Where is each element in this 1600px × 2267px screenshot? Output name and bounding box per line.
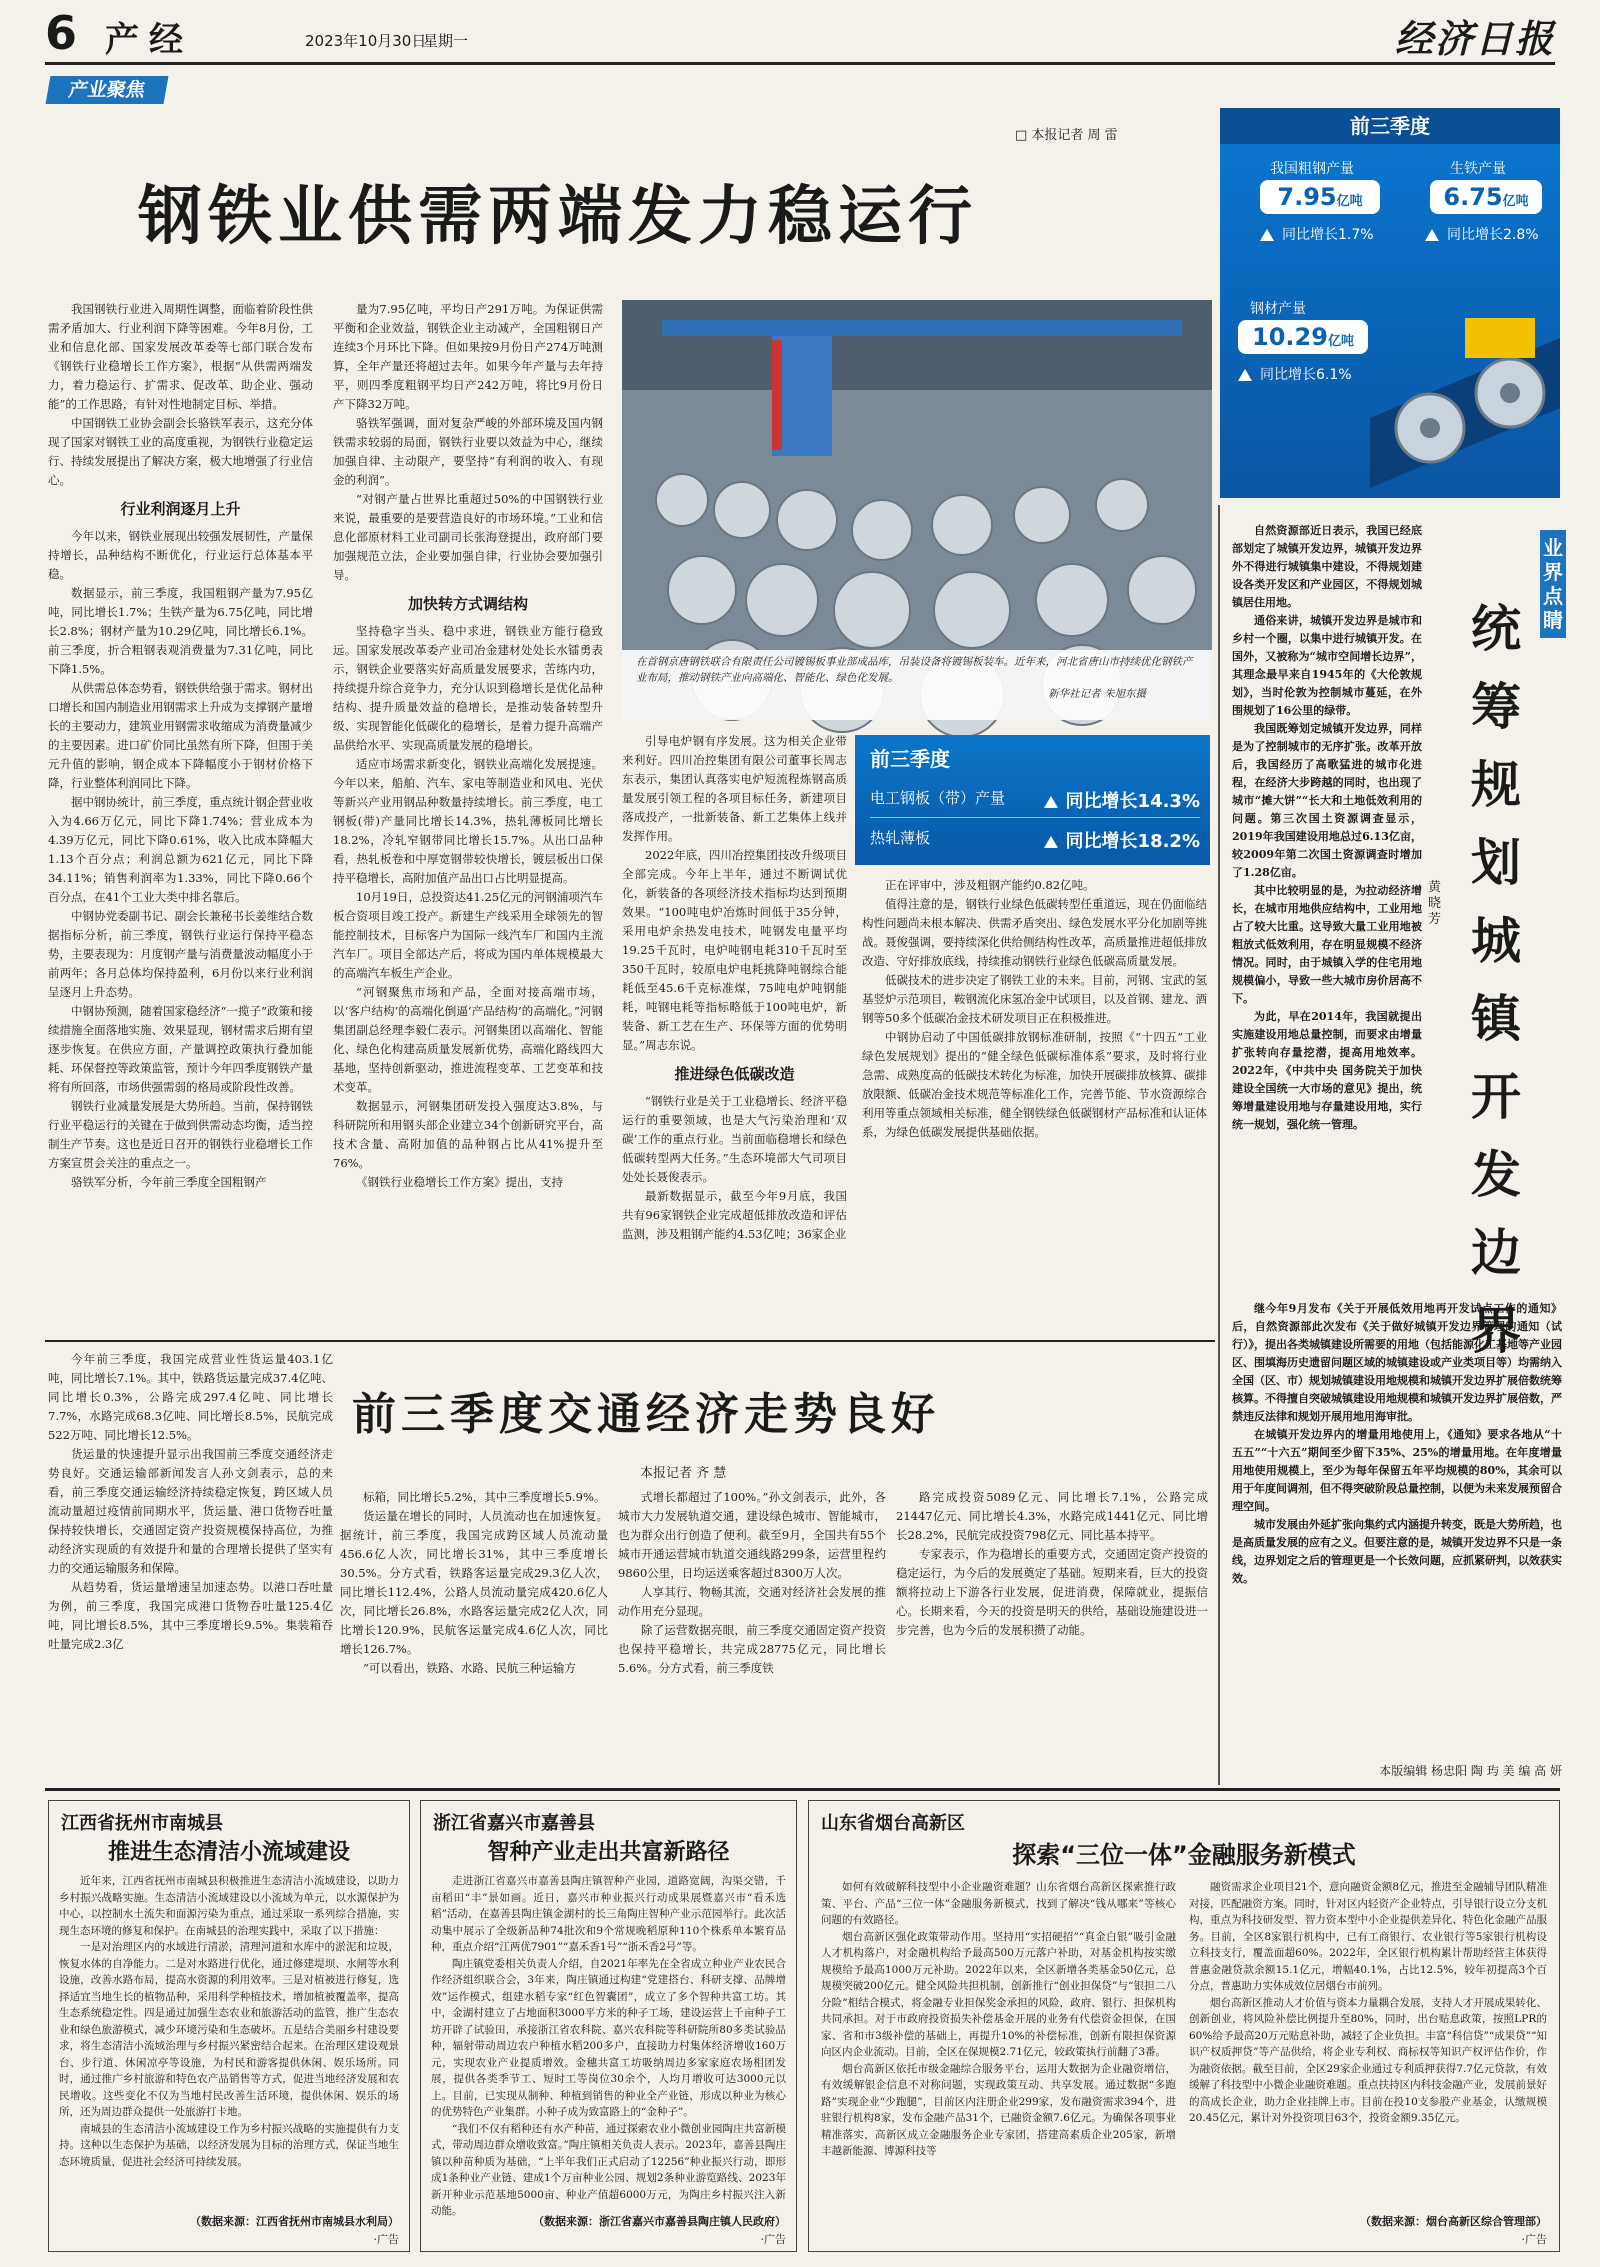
unit: 亿吨 (1327, 334, 1354, 349)
stats-title: 前三季度 (1220, 108, 1560, 144)
paragraph: 式增长都超过了100%。”孙文剑表示，此外，各城市大力发展轨道交通，建设绿色城市、智能城市，也为群众出行创造了便利。截至9月，全国共有55个城市开通运营城市轨道交通线路299条，运营里程约9860公里，日均运送乘客超过8300万人次。 (618, 1490, 886, 1580)
paragraph: 烟台高新区依托市级金融综合服务平台，运用大数据为企业融资增信，有效缓解银企信息不对称问题，实现政策互动、共享发展。通过数据“多跑路”实现企业“少跑腿”，目前区内注册企业299家，发布融资需求394个，进驻银行机构8家，发布金融产品31个，已融资金额7.6亿元。为确保各项事业精准落实，高新区成立金融服务企业专家团，搭建高素质企业205家，新增丰越新能源、博源科技等 (821, 2062, 1176, 2157)
paragraph: 坚持稳字当头、稳中求进，钢铁业方能行稳致远。国家发展改革委产业司冶金建材处处长水镭勇表示，钢铁企业要落实好高质量发展要求，苦练内功，持续提升综合竞争力，充分认识到稳增长是优化品种结构、提升质量效益的稳增长，是推动装备转型升级、实现智能化低碳化的稳增长，是着力提升高端产品供给水平、实现高质量发展的稳增长。 (333, 624, 603, 752)
paragraph: 适应市场需求新变化，钢铁业高端化发展提速。今年以来，船舶、汽车、家电等制造业和风电、光伏等新兴产业用钢品种数量持续增长。前三季度，电工钢板(带)产量同比增长14.3%，热轧薄板同比增长18.2%，冷轧窄钢带同比增长15.7%。从出口品种看，热轧板卷和中厚宽钢带较快增长，镀层板出口保持平稳增长，高附加值产品出口占比明显提高。 (333, 757, 603, 885)
paragraph: 最新数据显示，截至今年9月底，我国共有96家钢铁企业完成超低排放改造和评估监测，涉及粗钢产能约4.53亿吨；36家企业 (622, 1189, 847, 1241)
transport-byline: 本报记者 齐 慧 (640, 1466, 727, 1481)
up-triangle-icon (1238, 369, 1252, 381)
paragraph: 自然资源部近日表示，我国已经底部划定了城镇开发边界，城镇开发边界外不得进行城镇集中建设，不得规划建设各类开发区和产业园区，不得规划城镇居住用地。 (1232, 524, 1422, 609)
value: 7.95 (1277, 183, 1337, 211)
unit: 亿吨 (1502, 194, 1529, 209)
comment-headline: 统筹规划城镇开发边界 (1471, 600, 1521, 1360)
change-text: 同比增长6.1% (1260, 367, 1352, 383)
transport-column-2 (340, 1488, 608, 1775)
ad-headline: 探索“三位一体”金融服务新模式 (1012, 1841, 1356, 1869)
paragraph: 货运量的快速提升显示出我国前三季度交通经济走势良好。交通运输部新闻发言人孙文剑表示，总的来看，前三季度交通运输经济持续稳定恢复，跨区域人员流动量超过疫情前同期水平，货运量、港口货物吞吐量保持较快增长，交通固定资产投资规模保持高位，为推动经济实现质的有效提升和量的合理增长提供了坚实有力的交通运输服务和保障。 (48, 1447, 333, 1575)
feature-byline: □ 本报记者 周 雷 (1015, 128, 1118, 143)
stat-change (1260, 224, 1374, 244)
paragraph: 陶庄镇党委相关负责人介绍，自2021年率先在全省成立种业产业农民合作经济组织联合会，3年来，陶庄镇通过构建“党建搭台、科研支撑、品牌增效”运作模式，组建水稻专家“红色智囊团”，成立了多个智种共富工坊。其中，金湖村建立了占地面积3000平方米的种子工场，建设运营上千亩种子工坊开辟了试验田，承接浙江省农科院、嘉兴农科院等科研院所80多类试验品种，辐射带动周边农户种植水稻200多户，直接助力村集体经济增收160万元，实现农业产业提质增效。金穗共富工坊吸纳周边多家家庭农场相团发展，提供各类季节工、短时工等岗位30余个，人均月增收可达3000元以上。目前，已实现从制种、种植到销售的种业全产业链，形成以种业为核心的优势特色产业集群。小种子成为致富路上的“金种子”。 (431, 1957, 786, 2118)
feature-column-2 (333, 300, 603, 1332)
ad-body-col-2 (1189, 1879, 1547, 2204)
paragraph: “对钢产量占世界比重超过50%的中国钢铁行业来说，最重要的是要营造良好的市场环境。”工业和信息化部原材料工业司副司长张海登提出，政府部门要加强规范立法，企业要加强自律，行业协会要加强引导。 (333, 492, 603, 582)
paragraph: “可以看出，铁路、水路、民航三种运输方 (363, 1661, 576, 1675)
photo-caption (636, 654, 1196, 702)
ads-rule (45, 1788, 1560, 1791)
paragraph: 钢铁行业减量发展是大势所趋。当前，保持钢铁行业平稳运行的关键在于做到供需动态均衡，适当控制生产节奏。这也是近日召开的钢铁行业稳增长工作方案宣贯会关注的重点之一。 (48, 1099, 313, 1170)
paragraph: 烟台高新区推动人才价值与资本力量耦合发展，支持人才开展成果转化、创新创业，将风险补偿比例提升至80%，同时，出台贴息政策，按照LPR的60%给予最高20万元贴息补助，减轻了企业负担。丰富“科信贷”“成果贷”“知识产权质押贷”等产品供给，将企业专利权、商标权等知识产权评估作价，作为融资依据。截至目前，全区29家企业通过专利质押获得7.7亿元贷款，有效缓解了科技型中小微企业融资难题。重点扶持区内科技金融产业，发展前景好的高成长企业，助力企业挂牌上市。目前在投10支参股产业基金，认缴规模20.45亿元，累计对外投资项目63个，投资金额9.35亿元。 (1189, 1996, 1547, 2124)
comment-author: 黄晓芳 (1428, 880, 1442, 927)
paragraph: 数据显示，前三季度，我国粗钢产量为7.95亿吨，同比增长1.7%；生铁产量为6.75亿吨，同比增长2.8%；钢材产量为10.29亿吨，同比增长6.1%。前三季度，折合粗钢表观消费量为7.31亿吨，同比下降1.5%。 (48, 586, 313, 676)
paragraph: 继今年9月发布《关于开展低效用地再开发试点工作的通知》后，自然资源部此次发布《关于做好城镇开发边界管理的通知（试行）》，提出各类城镇建设所需要的用地（包括能源化工基地等产业园区、围填海历史遗留问题区域的城镇建设或产业类项目等）均需纳入全国（区、市）规划城镇建设用地规模和城镇开发边界扩展倍数统筹核算。不得擅自突破城镇建设用地规模和城镇开发边界扩展倍数，严禁违反法律和规划开展用地用海审批。 (1232, 1302, 1562, 1423)
paragraph: 货运量在增长的同时，人员流动也在加速恢复。据统计，前三季度，我国完成跨区域人员流动量456.6亿人次，同比增长31%，其中三季度增长30.5%。分方式看，铁路客运量完成29.3亿人次，同比增长112.4%，公路人员流动量完成420.6亿人次，同比增长26.8%，水路客运量完成2亿人次，同比增长120.9%，民航客运量完成4.6亿人次，同比增长126.7%。 (340, 1509, 608, 1656)
paragraph: 我国既筹划定城镇开发边界，同样是为了控制城市的无序扩张。改革开放后，我国经历了高歌猛进的城市化进程，在经济大步跨越的同时，也出现了城市“摊大饼”“长大和土地低效利用的问题。第三次国土资源调查显示，2019年我国建设用地总过6.13亿亩，较2009年第二次国土资源调查时增加了1.28亿亩。 (1232, 722, 1422, 879)
ad-headline: 推进生态清洁小流域建设 (107, 1840, 350, 1865)
ad-source: （数据来源：浙江省嘉兴市嘉善县陶庄镇人民政府） (533, 2215, 786, 2228)
row-change (1044, 827, 1200, 853)
date: 2023年10月30日 (305, 32, 427, 50)
masthead (45, 8, 1555, 60)
paragraph: 引导电炉钢有序发展。这为相关企业带来利好。四川冶控集团有限公司董事长周志东表示，集团认真落实电炉短流程炼钢高质量发展引领工程的各项目标任务，新建项目落成投产，一批新装备、新工艺集体上线并发挥作用。 (622, 734, 847, 843)
paragraph: 南城县的生态清洁小流域建设工作为乡村振兴战略的实施提供有力支持。这种以生态保护为基础，以经济发展为目标的治理方式，保证当地生态环境质量，促进社会经济可持续发展。 (59, 2122, 399, 2168)
paragraph: 中钢协党委副书记、副会长兼秘书长姜维结合数据指标分析，前三季度，钢铁行业运行保持平稳态势，主要表现为：月度钢产量与消费量波动幅度小于前两年；各月总体均保持盈利，6月份以来行业利润呈逐月上升态势。 (48, 909, 313, 999)
section-rule (45, 1340, 1215, 1342)
feature-headline: 钢铁业供需两端发力稳运行 (138, 180, 978, 254)
ad-region: 浙江省嘉兴市嘉善县 (433, 1813, 595, 1834)
feature-column-1 (48, 300, 313, 1332)
paragraph: 如何有效破解科技型中小企业融资难题？山东省烟台高新区探索推行政策、平台、产品“三位一体”金融服务新模式，找到了解决“钱从哪来”等核心问题的有效路径。 (821, 1881, 1176, 1926)
page-editors: 本版编辑 杨忠阳 陶 玙 美 编 高 妍 (1379, 1764, 1562, 1778)
paragraph: 据中钢协统计，前三季度，重点统计钢企营业收入为4.66万亿元，同比下降1.74%；营业成本为4.39万亿元，同比下降0.61%，收入比成本降幅大1.13个百分点；利润总额为621亿元，同比下降34.11%；销售利润率为1.33%，同比下降0.66个百分点，在41个工业大类中排名靠后。 (48, 795, 313, 904)
ad-source: （数据来源：江西省抚州市南城县水利局） (190, 2215, 399, 2228)
paragraph: 专家表示，作为稳增长的重要方式，交通固定资产投资的稳定运行，为今后的发展奠定了基础。短期来看，巨大的投资额将拉动上下游各行业发展，促进消费，保障就业，提振信心。长期来看，今天的投资是明天的供给，基础设施建设进一步完善，也为今后的发展积攒了动能。 (896, 1547, 1208, 1637)
paragraph: 通俗来讲，城镇开发边界是城市和乡村一个圈，以集中进行城镇开发。在国外，又被称为“城市空间增长边界”，其理念最早来自1945年的《大伦敦规划》，当时伦敦为控制城市蔓延，在外围规划了16公里的绿带。 (1232, 614, 1422, 717)
stats2-row (870, 787, 1200, 818)
ad-box-nancheng (48, 1800, 410, 2252)
subheading: 加快转方式调结构 (407, 595, 528, 613)
paragraph: 10月19日，总投资达41.25亿元的河钢浦项汽车板合资项目竣工投产。新建生产线采用全球领先的智能控制技术，目标客户为国际一线汽车厂和国内主流汽车厂。项目全部达产后，将成为国内单体规模最大的高端汽车板生产企业。 (333, 890, 603, 980)
paragraph: “钢铁行业是关于工业稳增长、经济平稳运行的重要领域，也是大气污染治理和‘双碳’工作的重点行业。当前面临稳增长和绿色低碳转型两大任务。”生态环境部大气司项目处处长聂俊表示。 (622, 1094, 847, 1184)
stat-label: 生铁产量 (1450, 161, 1506, 177)
change-text: 同比增长18.2% (1065, 831, 1200, 852)
section-name: 产经 (105, 20, 193, 60)
paragraph: 值得注意的是，钢铁行业绿色低碳转型任重道远，现在仍面临结构性问题尚未根本解决、供需矛盾突出、绿色发展水平分化加剧等挑战。聂俊强调，要持续深化供给侧结构性改革，高质量推进超低排放改造、守好排放底线，持续推动钢铁行业绿色低碳高质量发展。 (862, 897, 1207, 968)
comment-tag: 业界点睛 (1540, 530, 1566, 638)
weekday: 星期一 (423, 32, 469, 50)
change-text: 同比增长1.7% (1282, 227, 1374, 243)
steel-coil-illustration (1370, 298, 1560, 498)
paragraph: 走进浙江省嘉兴市嘉善县陶庄镇智种产业园，道路宽阔，沟渠交错，千亩稻田“丰”景如画。近日，嘉兴市种业振兴行动成果展暨嘉兴市“看禾选稻”活动，在嘉善县陶庄镇金湖村的长三角陶庄智种产业示范园举行。此次活动集中展示了全级新品种74批次和9个常规晚稻原种110个株系单本繁育品种，重点介绍“江两优7901”“嘉禾香1号”“浙禾香2号”等。 (431, 1875, 786, 1953)
paragraph: 数据显示，河钢集团研发投入强度达3.8%，与科研院所和用钢头部企业建立34个创新研究平台，高技术含量、高附加值的品种钢占比从41%提升至76%。 (333, 1099, 603, 1170)
paragraph: 在城镇开发边界内的增量用地使用上，《通知》要求各地从“十五五”“十六五”期间至少留下35%、25%的增量用地。在年度增量用地使用规模上，至少为每年保留五年平均规模的80%，其余可以用于年度间调剂，但不得突破阶段总量控制，以便为未来发展预留合理空间。 (1232, 1428, 1562, 1513)
unit: 亿吨 (1336, 194, 1363, 209)
paragraph: 人享其行、物畅其流，交通对经济社会发展的推动作用充分显现。 (618, 1585, 886, 1618)
feature-column-4 (862, 876, 1207, 1332)
paragraph: 城市发展由外延扩张向集约式内涵提升转变，既是大势所趋，也是高质量发展的应有之义。但要注意的是，城镇开发边界不只是一条线，边界划定之后的管理更是一个长效问题，应抓紧研判，以效获实效。 (1232, 1518, 1562, 1585)
paragraph: 我国钢铁行业进入周期性调整，面临着阶段性供需矛盾加大、行业利润下降等困难。今年8月份，工业和信息化部、国家发展改革委等七部门联合发布《钢铁行业稳增长工作方案》，根据“从供需两端发力，着力稳运行、扩需求、促改革、助企业、强动能”的工作思路，有针对性地制定目标、举措。 (48, 302, 313, 411)
change-text: 同比增长2.8% (1447, 227, 1539, 243)
stats-box-2 (855, 735, 1210, 865)
paragraph: 从趋势看，货运量增速呈加速态势。以港口吞吐量为例，前三季度，我国完成港口货物吞吐量125.4亿吨，同比增长8.5%，其中三季度增长9.5%。集装箱吞吐量完成2.3亿 (48, 1580, 333, 1651)
paragraph: 烟台高新区强化政策带动作用。坚持用“实招硬招”“真金白银”吸引金融人才机构落户，对金融机构给予最高500万元落户补助，对基金机构按实缴规模给予最高1000万元补助。2022年以来，全区新增各类基金50亿元，总规模突破200亿元。健全风险共担机制，创新推行“创业担保贷”与“银担二八分险”相结合模式，将金融专业担保奖金承担的风险，政府、银行、担保机构共同承担。对于市政府投资损失补偿基金开展的业务有代偿资金担保，在国家、省和市3级补偿的基础上，再提升10%的补偿标准，创新有限担保资源向区内企业流动。目前，全区在保规模2.71亿元，较政策执行前翻了3番。 (821, 1930, 1176, 2058)
paragraph: 为此，早在2014年，我国就提出实施建设用地总量控制，而要求由增量扩张转向存量挖潜，提高用地效率。2022年，《中共中央 国务院关于加快建设全国统一大市场的意见》提出，统筹增量建设用地与存量建设用地，实行统一规划，强化统一管理。 (1232, 1010, 1422, 1131)
stats-infographic (1220, 108, 1560, 498)
byline-text: 本报记者 周 雷 (1031, 128, 1118, 143)
stat-value-steel-products (1238, 320, 1368, 354)
transport-headline: 前三季度交通经济走势良好 (352, 1389, 940, 1440)
newspaper-logo: 经济日报 (1394, 16, 1555, 61)
stat-value-crude-steel (1260, 180, 1380, 214)
change-text: 同比增长14.3% (1065, 791, 1200, 812)
stat-label: 钢材产量 (1250, 301, 1306, 317)
paragraph: 《钢铁行业稳增长工作方案》提出，支持 (356, 1175, 563, 1189)
paragraph: 量为7.95亿吨，平均日产291万吨。为保证供需平衡和企业效益，钢铁企业主动减产，全国粗钢日产连续3个月环比下降。但如果按9月份日产274万吨测算，全年产量还将超过去年。如果今年产量与去年持平，则四季度粗钢平均日产242万吨，将比9月份日产下降32万吨。 (333, 302, 603, 411)
paragraph: 2022年底，四川冶控集团技改升级项目全部完成。今年上半年，通过不断调试优化，新装备的各项经济技术指标均达到预期效果。“100吨电炉冶炼时间低于35分钟，采用电炉余热发电技术，吨钢发电量平均19.25千瓦时，电炉吨钢电耗310千瓦时至350千瓦时，较原电炉电耗挑降吨钢综合能耗低至45.6千克标准煤，75吨电炉吨钢能耗，吨钢电耗等指标略低于100吨电炉，新装备、新工艺在生产、环保等方面的优势明显。”周志东说。 (622, 848, 847, 1052)
photo-credit: 新华社记者 朱旭东摄 (1048, 688, 1146, 700)
row-label: 热轧薄板 (870, 829, 931, 847)
paragraph: 除了运营数据亮眼，前三季度交通固定资产投资也保持平稳增长，共完成28775亿元，同比增长5.6%。分方式看，前三季度铁 (618, 1623, 886, 1675)
paragraph: 标箱，同比增长5.2%，其中三季度增长5.9%。 (363, 1490, 606, 1504)
paragraph: 从供需总体态势看，钢铁供给强于需求。钢材出口增长和国内制造业用钢需求上升成为支撑钢产量增长的主要动力，建筑业用钢需求收缩成为消费量减少的主要因素。进口矿价同比虽然有所下降，但围于美元升值的影响，钢企成本下降幅度小于钢材价格下降，行业整体利润同比下降。 (48, 681, 313, 790)
row-label: 电工钢板（带）产量 (870, 789, 1006, 807)
ad-region: 山东省烟台高新区 (821, 1813, 965, 1834)
subheading: 推进绿色低碳改造 (674, 1065, 795, 1083)
ad-body (431, 1873, 786, 2217)
ad-body (59, 1873, 399, 2203)
up-triangle-icon (1044, 836, 1058, 848)
paragraph: 正在评审中，涉及粗钢产能约0.82亿吨。 (885, 878, 1095, 892)
paragraph: 近年来，江西省抚州市南城县积极推进生态清洁小流域建设，以助力乡村振兴战略实施。生态清洁小流域建设以小流域为单元，以水源保护为中心，以控制水土流失和面源污染为重点，通过采取一系列综合措施，实现生态环境的修复和保护。在南城县的治理实践中，采取了以下措施： (59, 1875, 399, 1937)
paragraph: 今年前三季度，我国完成营业性货运量403.1亿吨，同比增长7.1%。其中，铁路货运量完成37.4亿吨、同比增长0.3%，公路完成297.4亿吨、同比增长7.7%，水路完成68.3亿吨、同比增长8.5%，民航完成522万吨、同比增长12.5%。 (48, 1352, 333, 1442)
comment-body-bottom (1232, 1300, 1562, 1755)
ad-box-yantai (808, 1800, 1560, 2252)
caption-text: 在首钢京唐钢铁联合有限责任公司镀锡板事业部成品库，吊装设备将镀锡板装车。近年来，河北省唐山市持续优化钢铁产业布局，推动钢铁产业向高端化、智能化、绿色化发展。 (636, 656, 1193, 684)
stats2-title: 前三季度 (870, 747, 950, 771)
ad-body-col-1 (821, 1879, 1176, 2204)
paragraph: 中钢协启动了中国低碳排放钢标准研制，按照《“十四五”工业绿色发展规划》提出的“健全绿色低碳标准体系”要求，及时将行业急需、成熟度高的低碳技术转化为标准，加快开展碳排放核算、碳排放限额、低碳冶金技术规范等标准化工作，完善节能、节水资源综合利用等重点领域相关标准，健全钢铁绿色低碳钢材产品标准和认证体系，为绿色低碳发展提供基础依据。 (862, 1030, 1207, 1139)
value: 10.29 (1252, 323, 1328, 351)
section-tag: 产业聚焦 (46, 76, 169, 104)
transport-column-3 (618, 1488, 886, 1775)
ad-label: ·广告 (760, 2233, 786, 2246)
stat-value-pig-iron (1430, 180, 1542, 214)
ad-source: （数据来源：烟台高新区综合管理部） (1360, 2215, 1547, 2228)
paragraph: 今年以来，钢铁业展现出较强发展韧性，产量保持增长，品种结构不断优化，行业运行总体基本平稳。 (48, 529, 313, 581)
stat-label: 我国粗钢产量 (1270, 161, 1354, 177)
ad-label: ·广告 (373, 2233, 399, 2246)
paragraph: “河钢聚焦市场和产品，全面对接高端市场，以‘客户结构’的高端化倒逼‘产品结构’的高端化。”河钢集团副总经理李毅仁表示。河钢集团以高端化、智能化、绿色化构建高质量发展新优势，高端化路线四大基地，坚持创新驱动，推进流程变革、工艺变革和技术变革。 (333, 985, 603, 1094)
up-triangle-icon (1425, 229, 1439, 241)
ad-box-jiashan (420, 1800, 797, 2252)
up-triangle-icon (1044, 796, 1058, 808)
paragraph: “我们不仅有稻种还有水产种苗，通过探索农业小微创业园陶庄共富新模式，带动周边群众增收致富。”陶庄镇相关负责人表示。2023年，嘉善县陶庄镇以种苗种质为基础，“上半年我们正式启动了12256”种业振兴行动，即形成1条种业产业链、建成1个万亩种业公园、规划2条种业游览路线、2023年新开种业示范基地5000亩、种业产值超6000万元，为陶庄乡村振兴注入新动能。 (431, 2122, 786, 2217)
comment-body-top (1232, 522, 1422, 1297)
paragraph: 路完成投资5089亿元、同比增长7.1%，公路完成21447亿元、同比增长4.3%，水路完成1441亿元、同比增长28.2%，民航完成投资798亿元、同比基本持平。 (896, 1490, 1208, 1542)
factory-photo (622, 300, 1212, 720)
paragraph: 融资需求企业项目21个，意向融资金额8亿元，推进至金融辅导团队精准对接，匹配融资方案。同时，针对区内轻资产企业特点，引导银行设立分支机构，重点为科技研发型、智力资本型中小企业提供差异化、特色化金融产品服务。目前，全区8家银行机构中，已有工商银行、农业银行等5家银行机构设立科技支行，覆盖面超60%。2022年，全区银行机构累计帮助经营主体获得普惠金融贷款余额15.1亿元，增幅40.1%，占比12.5%，较年初提高3个百分点，普惠助力实体成效位居烟台市前列。 (1189, 1881, 1547, 1992)
page-number: 6 (45, 6, 78, 60)
ad-headline: 智种产业走出共富新路径 (487, 1840, 730, 1865)
paragraph: 骆铁军分析，今年前三季度全国粗钢产 (71, 1175, 267, 1189)
paragraph: 低碳技术的进步决定了钢铁工业的未来。目前，河钢、宝武的氢基竖炉示范项目，鞍钢流化床氢冶金中试项目，以及首钢、建龙、酒钢等50多个低碳冶金技术研发项目正在积极推进。 (862, 973, 1207, 1025)
masthead-rule (45, 62, 1555, 65)
stat-change (1238, 364, 1352, 384)
stats2-row (870, 827, 1200, 853)
paragraph: 中国钢铁工业协会副会长骆铁军表示，这充分体现了国家对钢铁工业的高度重视，为钢铁行业稳定运行、持续发展提出了解决方案，极大地增强了行业信心。 (48, 416, 313, 487)
value: 6.75 (1443, 183, 1503, 211)
paragraph: 其中比较明显的是，为拉动经济增长，在城市用地供应结构中，工业用地占了较大比重。这导致大量工业用地被粗放式低效利用，存在明显规模不经济情况。同时，由于城镇入学的住宅用地规模偏小，导致一些大城市房价居高不下。 (1232, 884, 1422, 1005)
paragraph: 骆铁军强调，面对复杂严峻的外部环境及国内钢铁需求较弱的局面，钢铁行业要以效益为中心，继续加强自律、主动限产，要坚持“有利润的收入、有现金的利润”。 (333, 416, 603, 487)
transport-column-1 (48, 1350, 333, 1775)
feature-column-3 (622, 732, 847, 1332)
up-triangle-icon (1260, 229, 1274, 241)
row-change (1044, 787, 1200, 813)
paragraph: 中钢协预测，随着国家稳经济“一揽子”政策和接续措施全面落地实施、效果显现，钢材需求后期有望逐步恢复。在供应方面，产量调控政策执行叠加能耗、环保督控等政策监管，预计今年四季度钢铁产量将有所回落，市场供强需弱的格局或阶段性改善。 (48, 1004, 313, 1094)
column-divider (1218, 505, 1220, 1785)
stat-change (1425, 224, 1539, 244)
paragraph: 一是对治理区内的水域进行清淤，清理河道和水库中的淤泥和垃圾，恢复水体的自净能力。二是对水路进行优化，通过修建堤坝、水闸等水利设施，改善水路布局，提高水资源的利用效率。三是对植被进行修复，选择适宜当地生长的植物品种，采用科学种植技术，增加植被覆盖率，提高生态系统稳定性。四是通过加强生态农业和旅游活动的监管，推广生态农业和绿色旅游模式，减少环境污染和生态破坏。五是结合美丽乡村建设要求，将生态清洁小流域治理与乡村振兴紧密结合起来。在治理区建设观景台、步行道、休闲凉亭等设施，为村民和游客提供休闲、娱乐场所。同时，通过推广乡村旅游和特色农产品销售等方式，促进当地经济发展和农民增收。这些变化不仅为当地村民改善生活环境，提供休闲、娱乐的场所，还为周边群众提供一处旅游打卡地。 (59, 1941, 399, 2118)
ad-label: ·广告 (1521, 2233, 1547, 2246)
ad-region: 江西省抚州市南城县 (61, 1813, 223, 1834)
transport-column-4 (896, 1488, 1208, 1775)
subheading: 行业利润逐月上升 (120, 500, 241, 518)
